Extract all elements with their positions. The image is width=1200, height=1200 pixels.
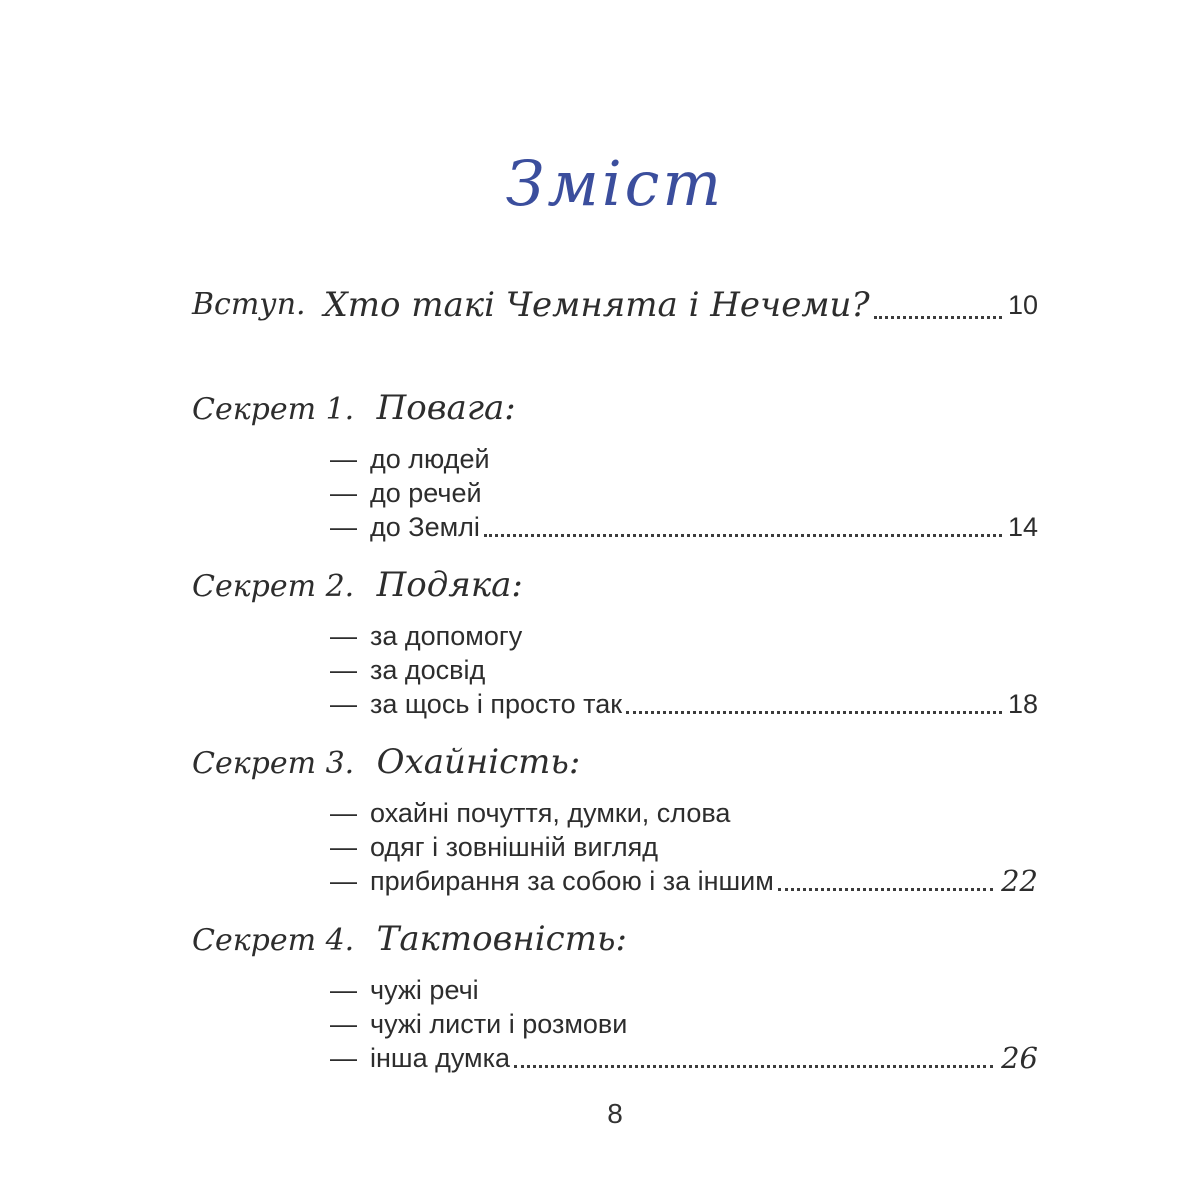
toc-subitem	[192, 830, 1038, 864]
page-ref: 14	[1007, 512, 1038, 542]
section-header	[192, 918, 1038, 967]
toc-subitem	[192, 442, 1038, 476]
toc-subitem	[192, 1041, 1038, 1075]
table-of-contents	[192, 284, 1038, 1075]
section-header	[192, 564, 1038, 613]
toc-subitem	[192, 796, 1038, 830]
dash-bullet: —	[330, 444, 357, 474]
section-title: Подяка:	[376, 565, 523, 605]
dotted-leader	[514, 1065, 993, 1068]
dash-bullet: —	[330, 832, 357, 862]
dotted-leader	[484, 534, 1002, 537]
section-header	[192, 387, 1038, 436]
dash-bullet: —	[330, 798, 357, 828]
subitem-text: чужі листи і розмови	[370, 1009, 628, 1039]
toc-subitem	[192, 619, 1038, 653]
section-header	[192, 741, 1038, 790]
dash-bullet: —	[330, 655, 357, 685]
section-label: Секрет 2.	[192, 569, 355, 604]
subitem-text: охайні почуття, думки, слова	[370, 798, 731, 828]
toc-entry-intro	[192, 284, 1038, 326]
section-label: Секрет 3.	[192, 746, 355, 781]
dotted-leader	[626, 711, 1002, 714]
subitem-text: за щось і просто так	[370, 689, 623, 719]
toc-section-2	[192, 564, 1038, 721]
toc-subitem	[192, 653, 1038, 687]
subitem-text: за досвід	[370, 655, 486, 685]
page-ref: 26	[1001, 1041, 1038, 1075]
toc-section-3	[192, 741, 1038, 898]
dash-bullet: —	[330, 478, 357, 508]
subitem-text: за допомогу	[370, 621, 523, 651]
subitem-text: інша думка	[370, 1043, 511, 1073]
dotted-leader	[874, 316, 1002, 319]
subitem-text: одяг і зовнішній вигляд	[370, 832, 658, 862]
page-ref: 22	[1001, 864, 1038, 898]
toc-section-4	[192, 918, 1038, 1075]
toc-subitem	[192, 476, 1038, 510]
section-label: Секрет 1.	[192, 392, 355, 427]
section-label: Секрет 4.	[192, 923, 355, 958]
dash-bullet: —	[330, 512, 357, 542]
page-ref: 18	[1007, 689, 1038, 719]
dash-bullet: —	[330, 866, 357, 896]
toc-subitem	[192, 687, 1038, 721]
toc-subitem	[192, 510, 1038, 544]
toc-subitem	[192, 864, 1038, 898]
dotted-leader	[778, 888, 993, 891]
section-title: Тактовність:	[376, 919, 627, 959]
subitem-text: до Землі	[370, 512, 480, 542]
toc-subitem	[192, 1007, 1038, 1041]
section-title: Охайність:	[376, 742, 581, 782]
page-title: Зміст	[505, 147, 725, 220]
page-ref: 10	[1007, 290, 1038, 320]
dash-bullet: —	[330, 621, 357, 651]
section-title: Повага:	[376, 388, 516, 428]
subitem-text: до людей	[370, 444, 490, 474]
intro-title: Хто такі Чемнята і Нечеми?	[323, 285, 870, 325]
dash-bullet: —	[330, 689, 357, 719]
dash-bullet: —	[330, 1009, 357, 1039]
toc-subitem	[192, 973, 1038, 1007]
folio-page-number: 8	[607, 1098, 623, 1129]
intro-label: Вступ.	[192, 287, 306, 322]
toc-section-1	[192, 387, 1038, 544]
dash-bullet: —	[330, 975, 357, 1005]
dash-bullet: —	[330, 1043, 357, 1073]
subitem-text: чужі речі	[370, 975, 479, 1005]
subitem-text: до речей	[370, 478, 482, 508]
subitem-text: прибирання за собою і за іншим	[370, 866, 774, 896]
